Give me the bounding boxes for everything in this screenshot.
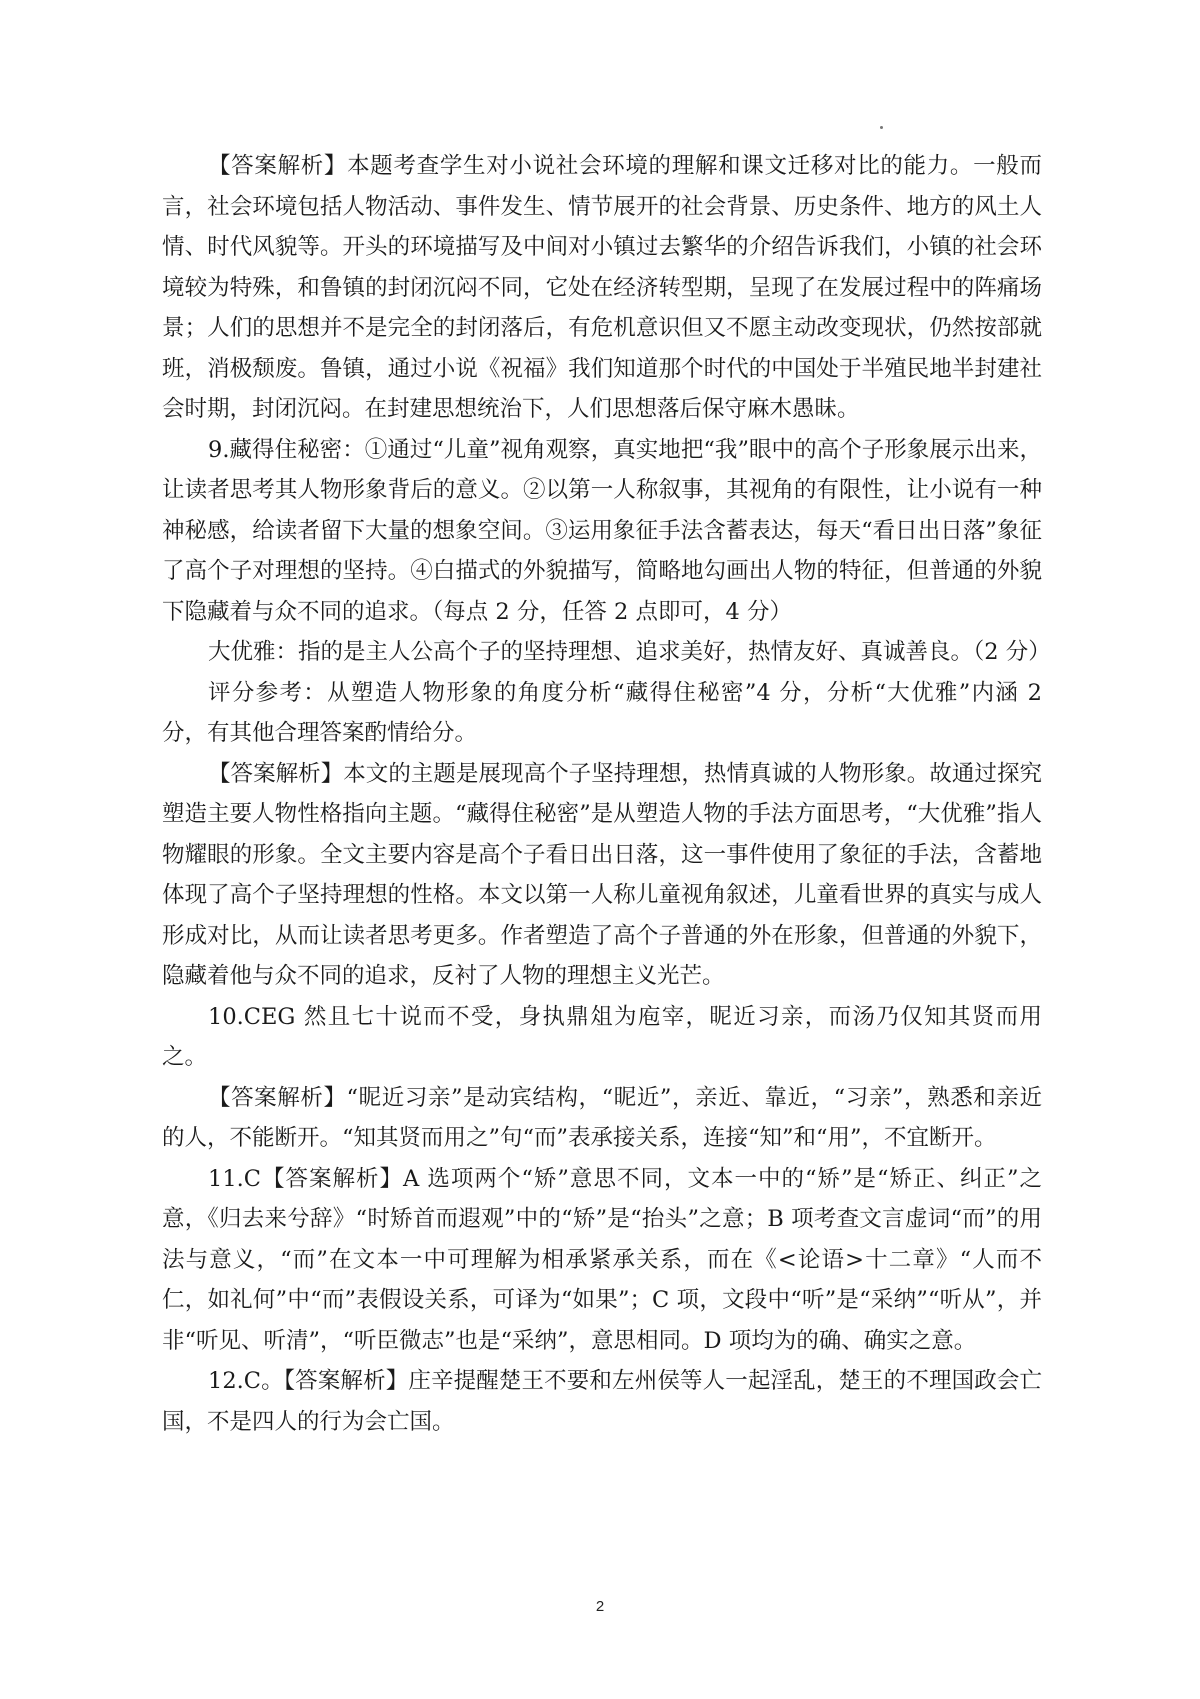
paragraph-question-10: 10.CEG 然且七十说而不受，身执鼎俎为庖宰，昵近习亲，而汤乃仅知其贤而用之。	[162, 1003, 1042, 1070]
paragraph-answer-analysis-9: 【答案解析】本文的主题是展现高个子坚持理想，热情真诚的人物形象。故通过探究塑造主要人物性格指向主题。“藏得住秘密”是从塑造人物的手法方面思考，“大优雅”指人物耀眼的形象。全文主要内容是高个子看日出日落，这一事件使用了象征的手法，含蓄地体现了高个子坚持理想的性格。本文以第一人称儿童视角叙述，儿童看世界的真实与成人形成对比，从而让读者思考更多。作者塑造了高个子普通的外在形象，但普通的外貌下，隐藏着他与众不同的追求，反衬了人物的理想主义光芒。	[162, 760, 1042, 989]
answer-content	[162, 146, 1051, 1442]
paragraph-answer-analysis-10: 【答案解析】“昵近习亲”是动宾结构，“昵近”，亲近、靠近，“习亲”，熟悉和亲近的人，不能断开。“知其贤而用之”句“而”表承接关系，连接“知”和“用”，不宜断开。	[162, 1084, 1042, 1151]
paragraph-da-youya: 大优雅：指的是主人公高个子的坚持理想、追求美好，热情友好、真诚善良。（2 分）	[208, 639, 1051, 665]
paragraph-question-9: 9.藏得住秘密：①通过“儿童”视角观察，真实地把“我”眼中的高个子形象展示出来，让读者思考其人物形象背后的意义。②以第一人称叙事，其视角的有限性，让小说有一种神秘感，给读者留下大量的想象空间。③运用象征手法含蓄表达，每天“看日出日落”象征了高个子对理想的坚持。④白描式的外貌描写，简略地勾画出人物的特征，但普通的外貌下隐藏着与众不同的追求。（每点 2 分，任答 2 点即可，4 分）	[162, 436, 1042, 625]
page-number: 2	[595, 1598, 605, 1615]
paragraph-answer-analysis-8: 【答案解析】本题考查学生对小说社会环境的理解和课文迁移对比的能力。一般而言，社会环境包括人物活动、事件发生、情节展开的社会背景、历史条件、地方的风土人情、时代风貌等。开头的环境描写及中间对小镇过去繁华的介绍告诉我们，小镇的社会环境较为特殊，和鲁镇的封闭沉闷不同，它处在经济转型期，呈现了在发展过程中的阵痛场景；人们的思想并不是完全的封闭落后，有危机意识但又不愿主动改变现状，仍然按部就班，消极颓废。鲁镇，通过小说《祝福》我们知道那个时代的中国处于半殖民地半封建社会时期，封闭沉闷。在封建思想统治下，人们思想落后保守麻木愚昧。	[162, 153, 1042, 422]
scan-dot	[880, 126, 883, 129]
paragraph-question-11: 11.C【答案解析】A 选项两个“矫”意思不同，文本一中的“矫”是“矫正、纠正”之意，《归去来兮辞》“时矫首而遐观”中的“矫”是“抬头”之意；B 项考查文言虚词“而”的用法与意义，“而”在文本一中可理解为相承紧承关系，而在《<论语>十二章》“人而不仁，如礼何”中“而”表假设关系，可译为“如果”；C 项，文段中“听”是“采纳”“听从”，并非“听见、听清”，“听臣微志”也是“采纳”，意思相同。D 项均为的确、确实之意。	[162, 1165, 1042, 1354]
paragraph-question-12: 12.C。【答案解析】庄辛提醒楚王不要和左州侯等人一起淫乱，楚王的不理国政会亡国，不是四人的行为会亡国。	[162, 1368, 1042, 1435]
paragraph-scoring-reference: 评分参考：从塑造人物形象的角度分析“藏得住秘密”4 分，分析“大优雅”内涵 2 分，有其他合理答案酌情给分。	[162, 679, 1042, 746]
